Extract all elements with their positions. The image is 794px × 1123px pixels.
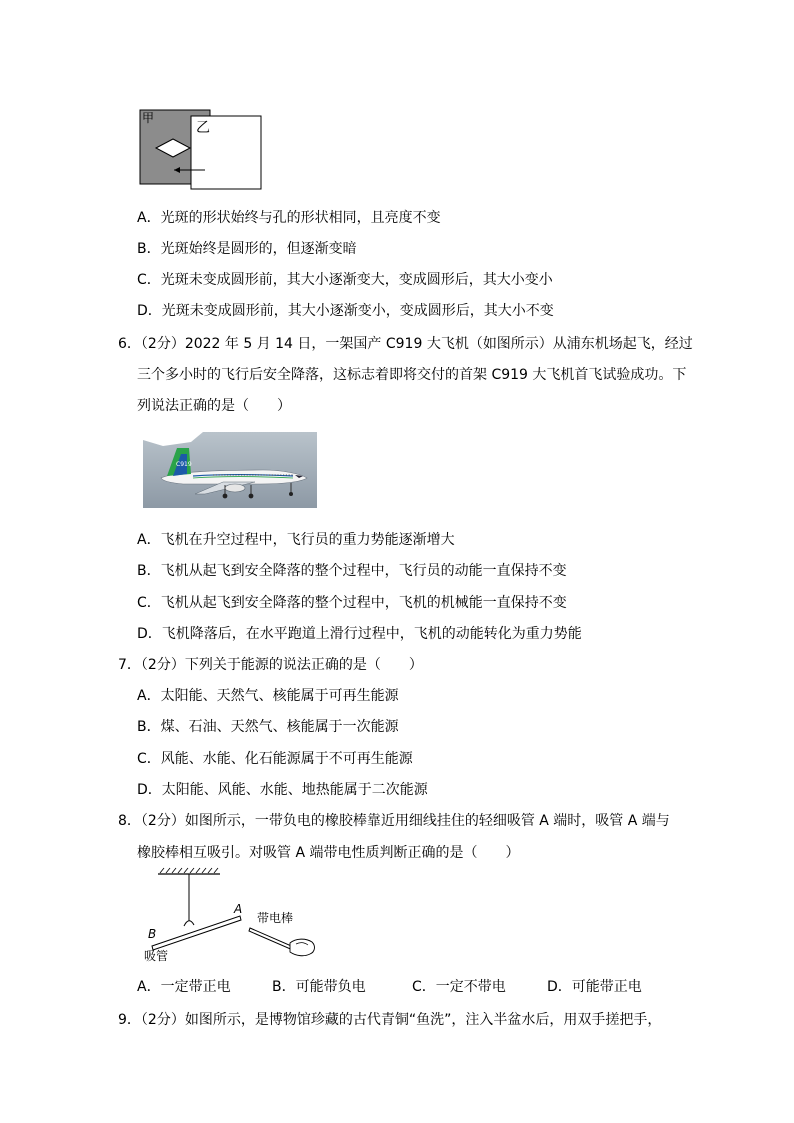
label-jia: 甲: [142, 111, 155, 125]
q9-stem-line1: 9．（2分）如图所示，是博物馆珍藏的古代青铜“鱼洗”，注入半盆水后，用双手搓把手，: [118, 1012, 662, 1028]
plane-livery-text: C919: [176, 461, 192, 468]
hand-icon: [290, 939, 314, 956]
q6-option-b: B．飞机从起飞到安全降落的整个过程中，飞行员的动能一直保持不变: [137, 563, 567, 579]
label-yi: 乙: [196, 120, 210, 136]
charged-rod: [249, 928, 296, 951]
q5-option-a: A．光斑的形状始终与孔的形状相同，且亮度不变: [137, 210, 441, 226]
q7-option-d: D．太阳能、风能、水能、地热能属于二次能源: [137, 782, 428, 798]
q5-figure: [139, 107, 263, 191]
label-straw: 吸管: [144, 949, 169, 963]
q5-option-b: B．光斑始终是圆形的，但逐渐变暗: [137, 241, 357, 257]
q8-option-b: B．可能带负电: [272, 979, 366, 995]
q7-option-c: C．风能、水能、化石能源属于不可再生能源: [137, 751, 413, 767]
label-a: A: [234, 902, 243, 916]
q8-option-c: C．一定不带电: [412, 979, 506, 995]
q8-stem-line1: 8．（2分）如图所示，一带负电的橡胶棒靠近用细线挂住的轻细吸管 A 端时，吸管 A 端与: [118, 813, 670, 829]
q6-option-a: A．飞机在升空过程中，飞行员的重力势能逐渐增大: [137, 532, 455, 548]
q6-stem-line3: 列说法正确的是（ ）: [137, 398, 291, 414]
label-b: B: [148, 927, 157, 941]
q7-stem: 7．（2分）下列关于能源的说法正确的是（ ）: [118, 657, 423, 673]
q7-option-b: B．煤、石油、天然气、核能属于一次能源: [137, 719, 399, 735]
q7-option-a: A．太阳能、天然气、核能属于可再生能源: [137, 688, 399, 704]
q8-figure: [140, 866, 330, 966]
q6-option-d: D．飞机降落后，在水平跑道上滑行过程中，飞机的动能转化为重力势能: [137, 626, 582, 642]
q8-stem-line2: 橡胶棒相互吸引。对吸管 A 端带电性质判断正确的是（ ）: [137, 845, 520, 861]
q6-stem-line1: 6．（2分）2022 年 5 月 14 日，一架国产 C919 大飞机（如图所示）从浦东机场起飞，经过: [118, 336, 693, 352]
c919-plane-photo: [143, 432, 317, 508]
q6-option-c: C．飞机从起飞到安全降落的整个过程中，飞机的机械能一直保持不变: [137, 595, 567, 611]
q8-option-d: D．可能带正电: [547, 979, 642, 995]
q5-option-d: D．光斑未变成圆形前，其大小逐渐变小，变成圆形后，其大小不变: [137, 303, 554, 319]
straw: [152, 916, 241, 950]
q6-stem-line2: 三个多小时的飞行后安全降落，这标志着即将交付的首架 C919 大飞机首飞试验成功。下: [137, 367, 687, 383]
q8-option-a: A．一定带正电: [137, 979, 231, 995]
label-rod: 带电棒: [257, 911, 294, 925]
thread-loop: [184, 921, 194, 926]
q5-option-c: C．光斑未变成圆形前，其大小逐渐变大，变成圆形后，其大小变小: [137, 272, 553, 288]
